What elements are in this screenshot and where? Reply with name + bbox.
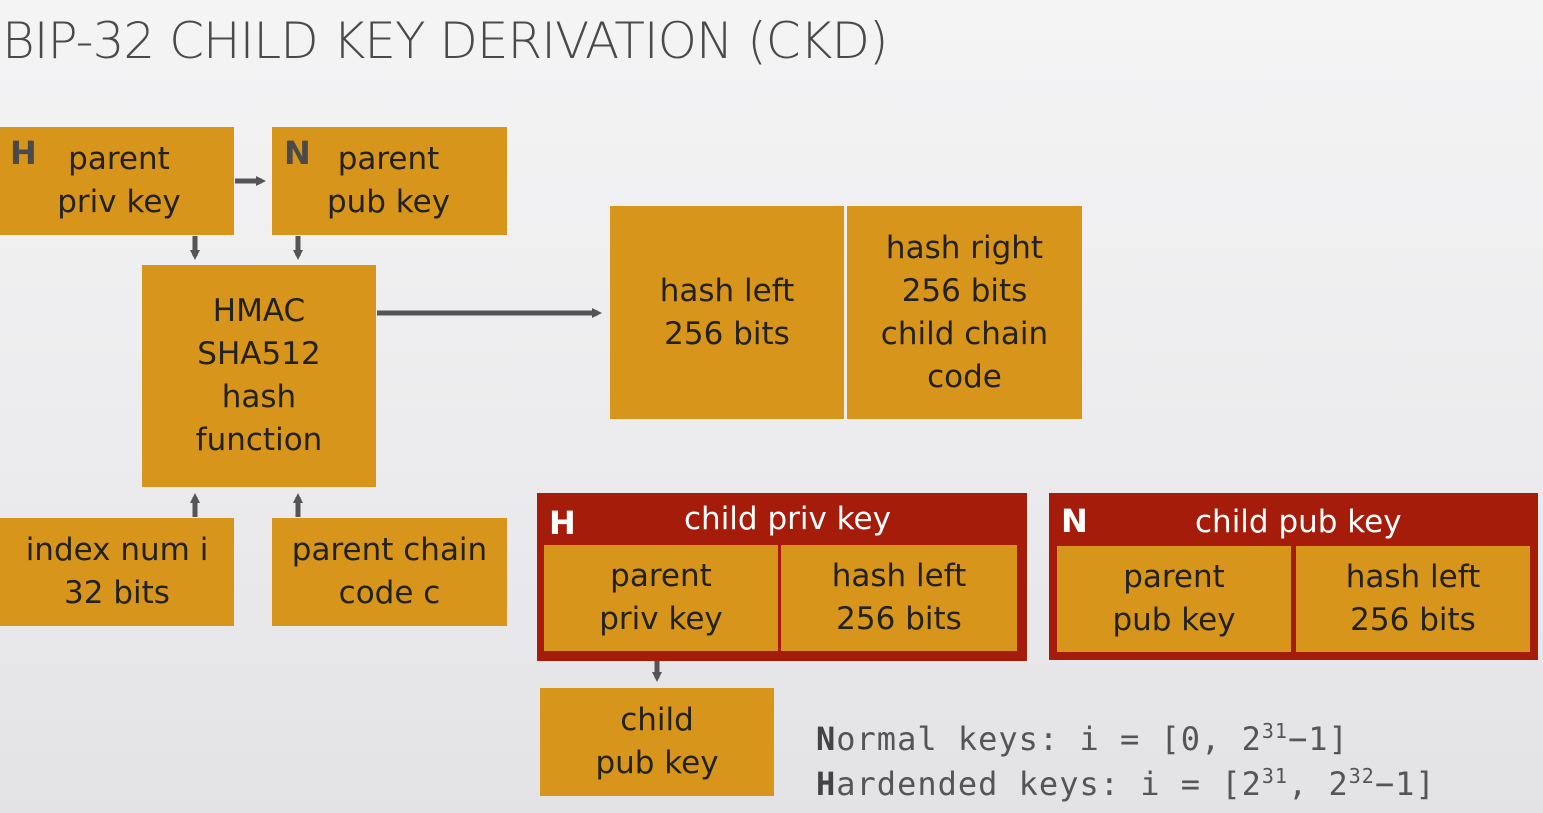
child-pub-right-label: hash left 256 bits bbox=[1345, 559, 1481, 638]
page-title: BIP-32 CHILD KEY DERIVATION (CKD) bbox=[2, 12, 888, 70]
child-pub-key-box bbox=[540, 688, 774, 796]
hardened-keys-note bbox=[816, 765, 1436, 803]
note-text: ormal keys: i = [0, 2 bbox=[836, 720, 1262, 758]
normal-keys-note bbox=[816, 720, 1349, 758]
child-pub-right-box bbox=[1296, 546, 1530, 652]
child-pub-key-label: child pub key bbox=[595, 702, 719, 781]
parent-chain-code-label: parent chain code c bbox=[291, 532, 488, 611]
child-pub-key-title: child pub key bbox=[1195, 504, 1402, 540]
note-text: ardended keys: i = [2 bbox=[836, 765, 1262, 803]
child-pub-left-label: parent pub key bbox=[1112, 559, 1236, 638]
note-initial: N bbox=[816, 720, 837, 758]
hash-right-box bbox=[847, 206, 1082, 419]
index-num-box bbox=[0, 518, 234, 626]
child-pub-key-group bbox=[1049, 493, 1538, 660]
hmac-sha512-box bbox=[142, 265, 376, 487]
parent-chain-code-box bbox=[272, 518, 507, 626]
index-num-label: index num i 32 bits bbox=[25, 532, 209, 611]
child-priv-key-group bbox=[537, 493, 1027, 661]
note-tail: −1] bbox=[1374, 765, 1436, 803]
hardened-badge: H bbox=[549, 504, 576, 542]
parent-priv-key-label: parent priv key bbox=[57, 141, 181, 220]
child-priv-right-label: hash left 256 bits bbox=[831, 558, 967, 637]
note-exponent: 31 bbox=[1261, 764, 1288, 788]
hardened-badge: H bbox=[10, 134, 37, 172]
normal-badge: N bbox=[284, 134, 311, 172]
normal-badge: N bbox=[1061, 502, 1088, 540]
child-priv-right-box bbox=[781, 545, 1017, 651]
note-tail: −1] bbox=[1287, 720, 1349, 758]
parent-priv-key-box bbox=[0, 127, 234, 235]
hash-left-label: hash left 256 bits bbox=[659, 272, 795, 352]
note-exponent: 32 bbox=[1348, 764, 1375, 788]
child-pub-left-box bbox=[1057, 546, 1291, 652]
child-priv-left-box bbox=[544, 545, 778, 651]
parent-pub-key-label: parent pub key bbox=[326, 141, 451, 220]
note-exponent: 31 bbox=[1261, 719, 1288, 743]
hash-right-label: hash right 256 bits child chain code bbox=[880, 229, 1049, 395]
note-initial: H bbox=[816, 765, 837, 803]
note-mid: , 2 bbox=[1287, 765, 1349, 803]
parent-pub-key-box bbox=[272, 127, 507, 235]
child-priv-key-title: child priv key bbox=[684, 501, 891, 537]
child-priv-left-label: parent priv key bbox=[599, 558, 723, 637]
hash-left-box bbox=[610, 206, 844, 419]
hmac-label: HMAC SHA512 hash function bbox=[195, 293, 323, 458]
